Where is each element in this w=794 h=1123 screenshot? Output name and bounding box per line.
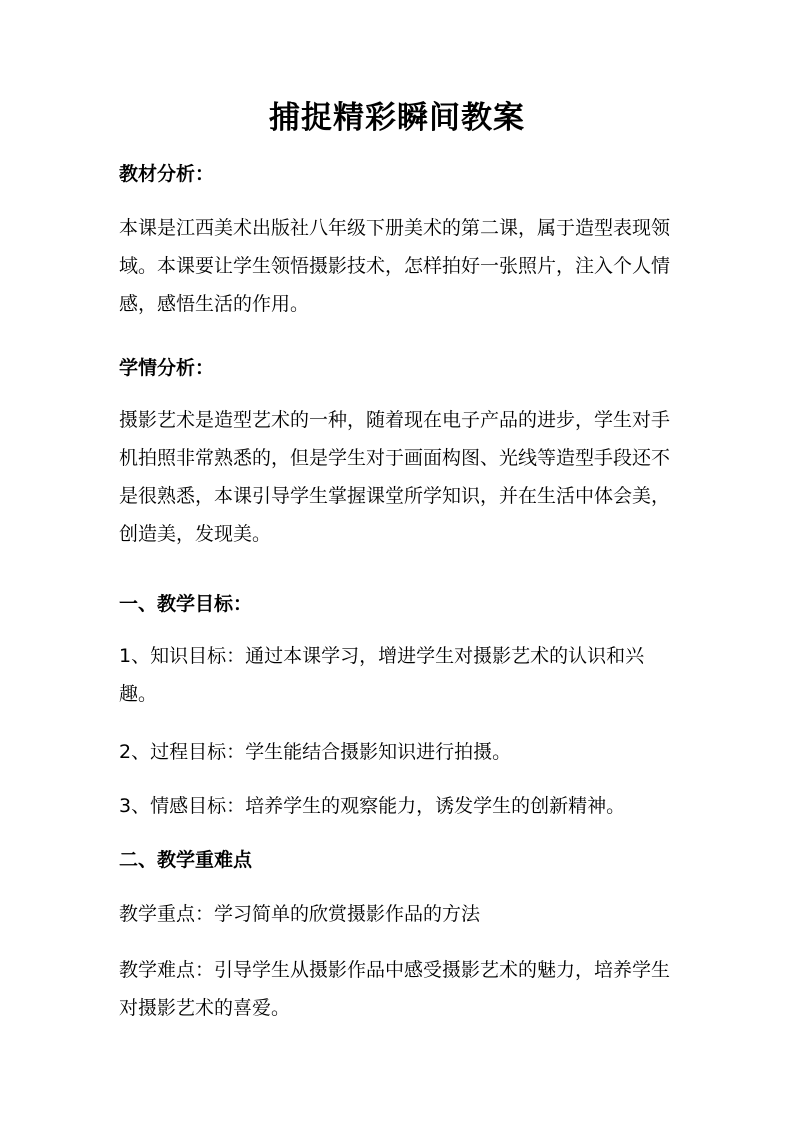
goal-item-knowledge: 1、知识目标：通过本课学习，增进学生对摄影艺术的认识和兴趣。 xyxy=(119,645,645,705)
section-heading-learner-analysis: 学情分析： xyxy=(119,357,215,379)
difficult-point-item: 教学难点：引导学生从摄影作品中感受摄影艺术的魅力，培养学生对摄影艺术的喜爱。 xyxy=(119,959,671,1019)
key-point-item: 教学重点：学习简单的欣赏摄影作品的方法 xyxy=(119,903,481,925)
section-heading-material-analysis: 教材分析： xyxy=(119,163,215,185)
section-text-material-analysis: 本课是江西美术出版社八年级下册美术的第二课，属于造型表现领域。本课要让学生领悟摄影技术，怎样拍好一张照片，注入个人情感，感悟生活的作用。 xyxy=(119,217,671,315)
section-heading-key-points: 二、教学重难点 xyxy=(119,849,253,871)
section-text-learner-analysis: 摄影艺术是造型艺术的一种，随着现在电子产品的进步，学生对手机拍照非常熟悉的，但是学生对于画面构图、光线等造型手段还不是很熟悉，本课引导学生掌握课堂所学知识，并在生活中体会美，创造美，发现美。 xyxy=(119,409,671,545)
goal-item-emotion: 3、情感目标：培养学生的观察能力，诱发学生的创新精神。 xyxy=(119,795,626,817)
document-title: 捕捉精彩瞬间教案 xyxy=(269,100,525,136)
section-heading-teaching-goals: 一、教学目标： xyxy=(119,593,253,615)
goal-item-process: 2、过程目标：学生能结合摄影知识进行拍摄。 xyxy=(119,741,512,763)
